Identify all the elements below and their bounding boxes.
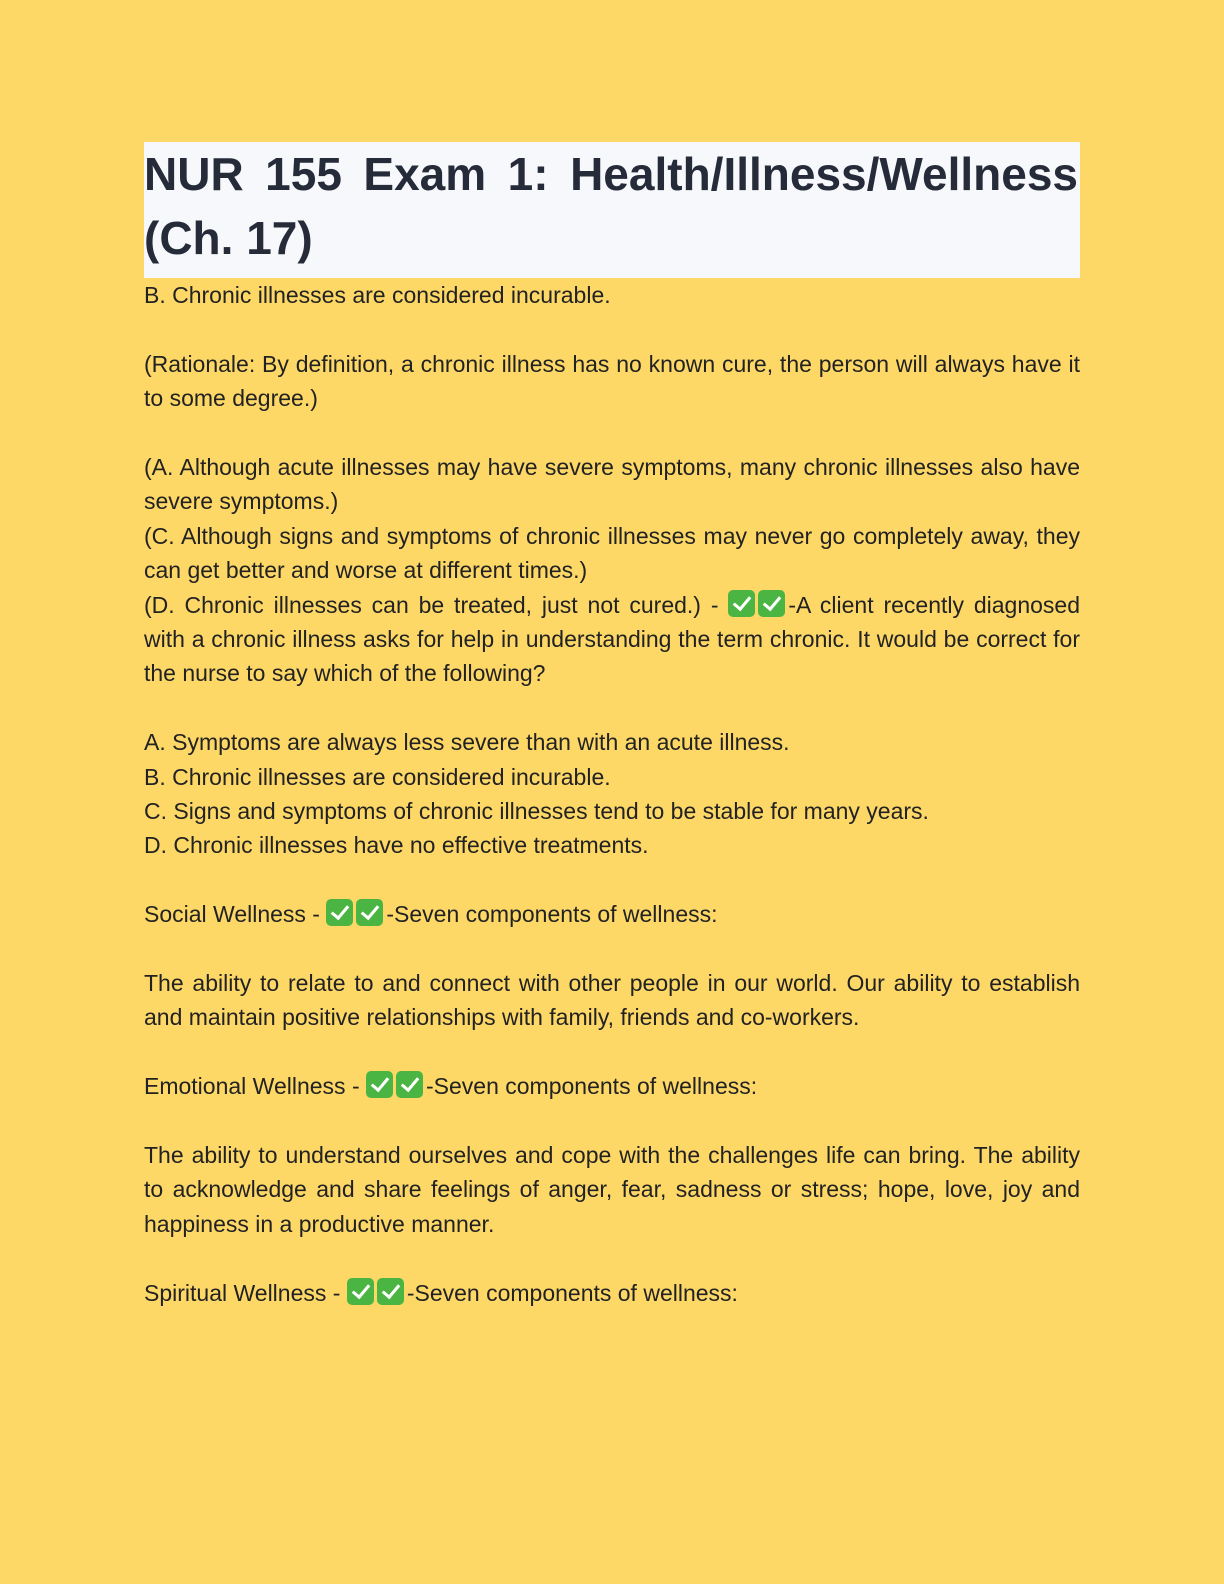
check-mark-button-icon	[758, 590, 785, 617]
social-wellness-suffix: -Seven components of wellness:	[386, 901, 718, 928]
check-mark-button-icon	[728, 590, 755, 617]
spacer	[144, 1035, 1080, 1069]
spacer	[144, 312, 1080, 346]
spacer	[144, 416, 1080, 450]
spacer	[144, 1104, 1080, 1138]
title-box	[144, 142, 1080, 278]
option-b: B. Chronic illnesses are considered incurable.	[144, 763, 611, 790]
option-d: D. Chronic illnesses have no effective treatments.	[144, 832, 649, 859]
spiritual-wellness-term	[144, 1276, 1080, 1310]
document-page	[144, 142, 1080, 1310]
explanation-c: (C. Although signs and symptoms of chronic illnesses may never go completely away, they can get better and worse at different times.)	[144, 522, 1080, 584]
emotional-wellness-label: Emotional Wellness -	[144, 1073, 366, 1100]
answer-line: B. Chronic illnesses are considered incurable.	[144, 282, 611, 308]
check-mark-button-icon	[356, 899, 383, 926]
spiritual-wellness-suffix: -Seven components of wellness:	[406, 1279, 738, 1306]
spacer	[144, 691, 1080, 725]
explanation-d: (D. Chronic illnesses can be treated, just not cured.) -	[144, 591, 729, 618]
option-c: C. Signs and symptoms of chronic illnesses tend to be stable for many years.	[144, 798, 929, 825]
document-body	[144, 278, 1080, 1310]
rationale: (Rationale: By definition, a chronic illness has no known cure, the person will always have it to some degree.)	[144, 350, 1080, 412]
explanation-d-and-question	[144, 588, 1080, 691]
emotional-wellness-term	[144, 1069, 1080, 1103]
document-title: NUR 155 Exam 1: Health/Illness/Wellness (Ch. 17)	[144, 148, 1078, 264]
emotional-wellness-definition: The ability to understand ourselves and cope with the challenges life can bring. The ability to acknowledge and share feelings of anger, fear, sadness or stress; hope, love, joy and happiness in a productive manner.	[144, 1142, 1080, 1237]
check-mark-button-icon	[326, 899, 353, 926]
social-wellness-definition: The ability to relate to and connect with other people in our world. Our ability to establish and maintain positive relationships with family, friends and co-workers.	[144, 970, 1080, 1031]
social-wellness-term	[144, 897, 1080, 931]
check-mark-button-icon	[396, 1071, 423, 1098]
check-mark-button-icon	[366, 1071, 393, 1098]
explanation-a: (A. Although acute illnesses may have severe symptoms, many chronic illnesses also have severe symptoms.)	[144, 454, 1080, 515]
emotional-wellness-suffix: -Seven components of wellness:	[426, 1073, 758, 1100]
check-mark-button-icon	[347, 1278, 374, 1305]
option-a: A. Symptoms are always less severe than with an acute illness.	[144, 729, 790, 756]
social-wellness-label: Social Wellness -	[144, 901, 327, 928]
question-text: -A client recently diagnosed with a chronic illness asks for help in understanding the term chronic. It would be correct for the nurse to say which of the following?	[144, 591, 1080, 687]
spiritual-wellness-label: Spiritual Wellness -	[144, 1279, 347, 1306]
spacer	[144, 863, 1080, 897]
spacer	[144, 1241, 1080, 1275]
spacer	[144, 932, 1080, 966]
check-mark-button-icon	[377, 1278, 404, 1305]
